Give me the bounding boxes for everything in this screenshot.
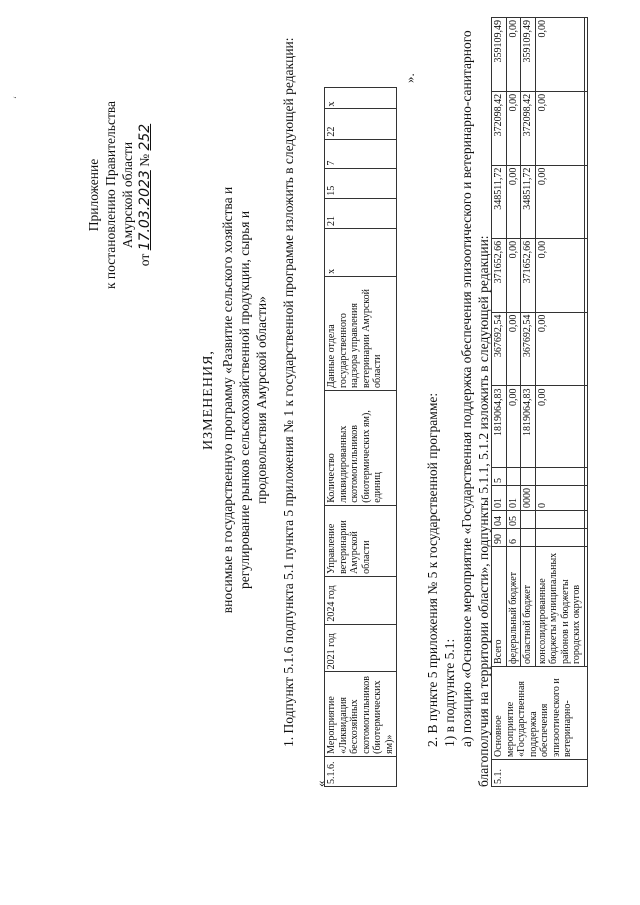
cell-v4: 22: [325, 109, 397, 139]
cell-value: [584, 238, 587, 312]
cell-value: [584, 312, 587, 386]
cell-code-a: [535, 529, 584, 547]
cell-code-d: [506, 468, 521, 486]
cell-value: 359109,49: [521, 18, 536, 92]
cell-code-a: [584, 529, 587, 547]
cell-source: Данные отдела государственного надзора управления ветеринарии Амурской области: [325, 276, 397, 390]
cell-value: 372098,42: [492, 91, 507, 165]
cell-total: [584, 386, 587, 468]
cell-value: 0,00: [506, 165, 521, 238]
cell-code-b: [584, 511, 587, 529]
cell-total: 1819064,83: [492, 386, 507, 468]
cell-code-c: 01: [492, 486, 507, 511]
cell-code-c: 0000: [521, 486, 536, 511]
cell-code-d: [521, 468, 536, 486]
cell-executor: Управление ветеринарии Амурской области: [325, 505, 397, 576]
title-heading: ИЗМЕНЕНИЯ,: [201, 350, 216, 450]
cell-code-b: 05: [506, 511, 521, 529]
cell-value: [584, 18, 587, 92]
margin-mark: ʻ: [12, 96, 22, 99]
table-row: [492, 18, 507, 787]
cell-code-d: [535, 468, 584, 486]
cell-value: 0,00: [535, 18, 584, 92]
cell-total: 0,00: [535, 386, 584, 468]
cell-value: 372098,42: [521, 91, 536, 165]
cell-value: 367692,54: [492, 312, 507, 386]
cell-event: Мероприятие «Ликвидация бесхозяйных скотомогильников (биотермических ям)»: [325, 672, 397, 756]
table-item-5-1: [491, 17, 588, 787]
approval-line-4: от 17.03.2023 № 252: [137, 123, 153, 267]
cell-code-b: 04: [492, 511, 507, 529]
cell-code-d: 5: [492, 468, 507, 486]
cell-code-b: [535, 511, 584, 529]
cell-name: Основное мероприятие «Государственная поддержка обеспечения эпизоотического и ветеринарно-: [492, 667, 588, 760]
cell-value: 0,00: [506, 238, 521, 312]
cell-source: областной бюджет: [521, 547, 536, 667]
cell-value: 0,00: [535, 312, 584, 386]
table-subitem-5-1-6: [324, 87, 397, 787]
cell-code-a: 6: [506, 529, 521, 547]
cell-v2: 15: [325, 168, 397, 198]
approval-line-3: Амурской области: [120, 141, 135, 249]
cell-code-a: [521, 529, 536, 547]
cell-value: 348511,72: [521, 165, 536, 238]
cell-indicator: Количество ликвидированных скотомогильников (биотермических ям), единиц: [325, 390, 397, 505]
cell-source: консолидированные бюджеты муниципальных районов и бюджеты городских округов: [535, 547, 584, 667]
cell-value: 367692,54: [521, 312, 536, 386]
document-title: [200, 90, 270, 710]
cell-value: 371652,66: [492, 238, 507, 312]
handwritten-date: 17.03.2023: [137, 170, 153, 251]
cell-value: 0,00: [506, 91, 521, 165]
cell-code-d: [584, 468, 587, 486]
cell-start-year: 2021 год: [325, 624, 397, 672]
cell-source: федеральный бюджет: [506, 547, 521, 667]
approval-line-1: Приложение: [86, 158, 101, 232]
cell-source: Всего: [492, 547, 507, 667]
quote-close: ».: [402, 73, 417, 83]
cell-value: [584, 91, 587, 165]
cell-number: 5.1.6.: [325, 756, 397, 786]
cell-end-year: 2024 год: [325, 576, 397, 624]
paragraph-1: 1. Подпункт 5.1.6 подпункта 5.1 пункта 5 приложения № 1 к государственной программе изложить в следующей редакции:: [281, 37, 296, 747]
cell-value: 0,00: [506, 312, 521, 386]
cell-value: 371652,66: [521, 238, 536, 312]
title-line-1: вносимые в государственную программу «Развитие сельского хозяйства и: [220, 186, 235, 614]
cell-code-a: 90: [492, 529, 507, 547]
cell-total: 1819064,83: [521, 386, 536, 468]
cell-v3: 7: [325, 139, 397, 168]
cell-code-c: 0: [535, 486, 584, 511]
title-line-2: регулирование рынков сельскохозяйственной продукции, сырья и: [237, 210, 252, 590]
cell-x: x: [325, 228, 397, 276]
cell-source: [584, 547, 587, 667]
cell-code-c: 01: [506, 486, 521, 511]
cell-value: 0,00: [535, 238, 584, 312]
cell-value: 348511,72: [492, 165, 507, 238]
paragraph-3: 1) в подпункте 5.1:: [442, 638, 457, 747]
cell-total: 0,00: [506, 386, 521, 468]
cell-code-b: [521, 511, 536, 529]
cell-value: 359109,49: [492, 18, 507, 92]
cell-value: [584, 165, 587, 238]
cell-value: 0,00: [535, 165, 584, 238]
approval-line-2: к постановлению Правительства: [103, 100, 118, 290]
cell-number: 5.1.: [492, 760, 588, 787]
paragraph-2: 2. В пункте 5 приложения № 5 к государственной программе:: [425, 392, 440, 747]
quote-open: «: [313, 780, 328, 787]
cell-v1: 21: [325, 198, 397, 228]
paragraph-4: а) позицию «Основное мероприятие «Государственная поддержка обеспечения эпизоотического и ветеринарно-санитарного благополучия на территории области», подпункты 5.1.1, 5.1.2 изложить в следующей редакции:: [459, 30, 491, 787]
cell-value: 0,00: [535, 91, 584, 165]
table-row: [325, 88, 397, 787]
cell-x2: x: [325, 88, 397, 109]
title-line-3: продовольствия Амурской области»: [254, 296, 269, 504]
handwritten-number: 252: [137, 123, 153, 151]
cell-code-c: [584, 486, 587, 511]
cell-value: 0,00: [506, 18, 521, 92]
approval-stamp: [85, 75, 154, 315]
